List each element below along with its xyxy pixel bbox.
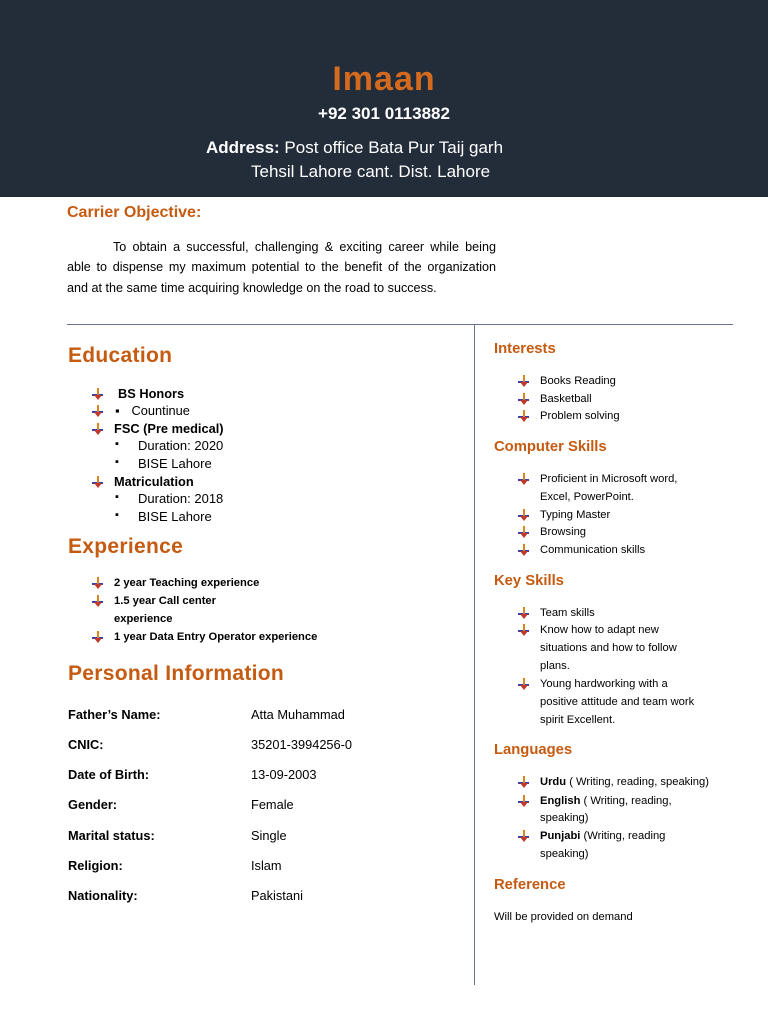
phone-number: +92 301 0113882 [318,104,450,123]
fathers-name-label: Father’s Name: [68,707,161,722]
arrow-bullet-icon [518,410,530,422]
education-title: Education [68,344,173,367]
language-item-continued: speaking) [540,812,589,824]
address-line-2: Tehsil Lahore cant. Dist. Lahore [251,162,491,181]
interest-item: Basketball [518,393,592,405]
cnic-label: CNIC: [68,737,104,752]
vertical-divider [474,325,475,985]
arrow-bullet-icon [518,393,530,405]
education-detail: ▪ BISE Lahore [138,509,212,524]
arrow-bullet-icon [92,405,104,417]
arrow-bullet-icon [92,631,104,643]
address-label: Address: [206,138,280,157]
languages-title: Languages [494,742,573,758]
arrow-bullet-icon [92,423,104,435]
header-banner [0,0,768,197]
address-line-1 [206,138,503,158]
experience-title: Experience [68,535,184,558]
fathers-name-value: Atta Muhammad [251,707,345,722]
gender-label: Gender: [68,797,118,812]
gender-value: Female [251,797,294,812]
nationality-value: Pakistani [251,888,303,903]
key-skills-title: Key Skills [494,573,564,589]
arrow-bullet-icon [518,795,530,807]
religion-label: Religion: [68,858,123,873]
key-skill-item-continued: situations and how to follow [540,642,677,654]
arrow-bullet-icon [518,544,530,556]
arrow-bullet-icon [92,577,104,589]
address-value: Post office Bata Pur Taij garh [284,138,504,157]
objective-title: Carrier Objective: [67,204,202,221]
arrow-bullet-icon [518,624,530,636]
education-detail: ▪ Duration: 2018 [138,491,223,506]
objective-text: To obtain a successful, challenging & exciting career while being able to dispense my maximum potential to the benefit of the organization and at the same time acquiring knowledge on the road to success. [67,240,496,295]
interest-item: Problem solving [518,410,620,422]
key-skill-item-continued: spirit Excellent. [540,714,616,726]
education-detail: ▪ Duration: 2020 [138,438,223,453]
education-detail: ▪ BISE Lahore [138,456,212,471]
interests-title: Interests [494,341,556,357]
experience-item: 2 year Teaching experience [92,577,259,589]
experience-item: 1 year Data Entry Operator experience [92,631,317,643]
arrow-bullet-icon [92,595,104,607]
arrow-bullet-icon [518,375,530,387]
square-bullet-icon: ▪ [115,403,120,418]
education-detail: ▪ Countinue [92,403,190,418]
marital-status-value: Single [251,828,287,843]
arrow-bullet-icon [518,526,530,538]
arrow-bullet-icon [92,476,104,488]
key-skill-item-continued: positive attitude and team work [540,696,695,708]
candidate-name: Imaan [332,60,436,98]
dob-label: Date of Birth: [68,767,150,782]
computer-skill-item: Browsing [518,526,586,538]
arrow-bullet-icon [518,678,530,690]
key-skill-item: Young hardworking with a [518,678,668,690]
nationality-label: Nationality: [68,888,138,903]
arrow-bullet-icon [518,473,530,485]
education-item: FSC (Pre medical) [92,421,224,436]
computer-skill-item: Proficient in Microsoft word, [518,473,677,485]
interest-item: Books Reading [518,375,616,387]
horizontal-divider [67,324,733,325]
marital-status-label: Marital status: [68,828,155,843]
arrow-bullet-icon [518,776,530,788]
arrow-bullet-icon [518,509,530,521]
key-skill-item: Know how to adapt new [518,624,659,636]
arrow-bullet-icon [92,388,104,400]
reference-text: Will be provided on demand [494,911,633,923]
reference-title: Reference [494,877,566,893]
arrow-bullet-icon [518,607,530,619]
arrow-bullet-icon [518,830,530,842]
computer-skill-item: Typing Master [518,509,610,521]
computer-skill-item: Communication skills [518,544,645,556]
language-item: Urdu ( Writing, reading, speaking) [518,776,709,788]
experience-item: 1.5 year Call center [92,595,216,607]
computer-skills-title: Computer Skills [494,439,607,455]
language-item-continued: speaking) [540,848,589,860]
cnic-value: 35201-3994256-0 [251,737,353,752]
key-skill-item: Team skills [518,607,595,619]
language-item: Punjabi (Writing, reading [518,830,665,842]
religion-value: Islam [251,858,282,873]
dob-value: 13-09-2003 [251,767,317,782]
education-item: BS Honors [92,386,184,401]
personal-info-title: Personal Information [68,662,285,685]
computer-skill-item-continued: Excel, PowerPoint. [540,491,634,503]
experience-item-continued: experience [114,613,173,625]
language-item: English ( Writing, reading, [518,795,672,807]
education-item: Matriculation [92,474,194,489]
key-skill-item-continued: plans. [540,660,570,672]
